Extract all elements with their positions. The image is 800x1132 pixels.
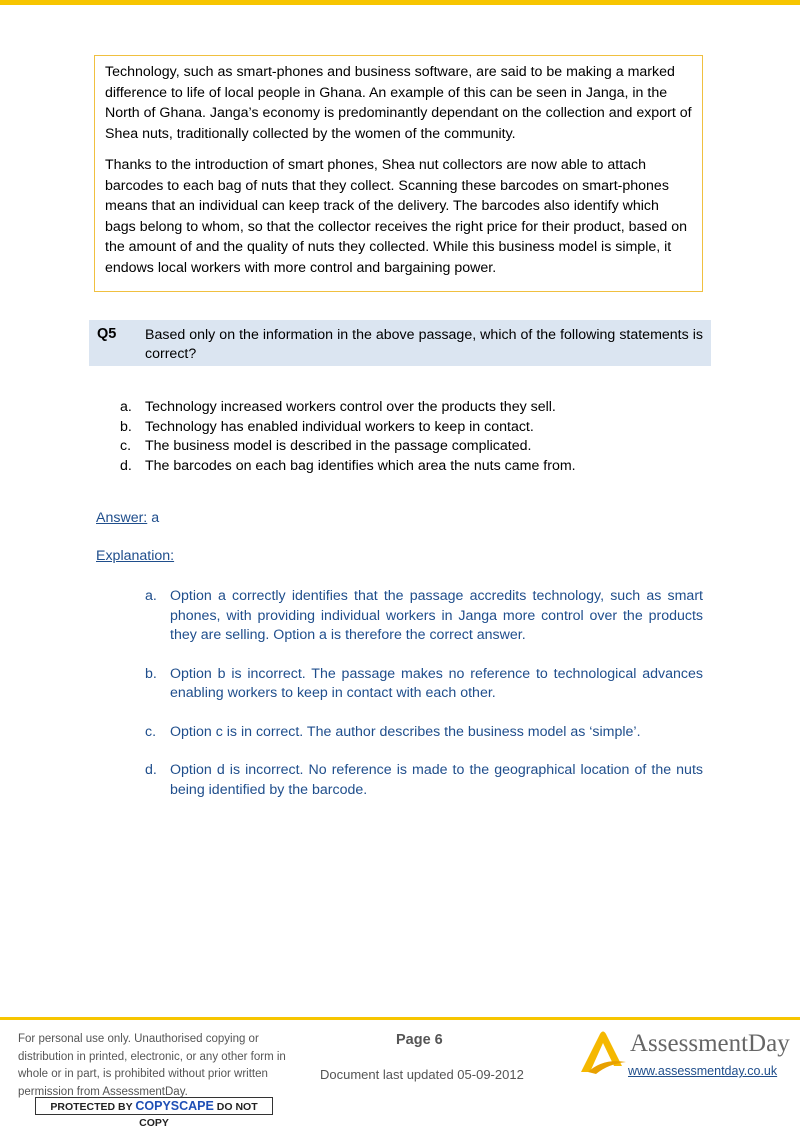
copyscape-badge[interactable] <box>35 1097 273 1129</box>
document-updated: Document last updated 05-09-2012 <box>320 1067 524 1082</box>
explanation-text: Option a correctly identifies that the passage accredits technology, such as smart phones, with providing individual workers in Janga more control over the products they are selling. Option a is therefore the correct answer. <box>170 588 703 643</box>
option-label: d. <box>120 457 132 474</box>
top-accent-bar <box>0 0 800 5</box>
explanation-label: c. <box>145 723 157 740</box>
explanation-list <box>145 587 703 819</box>
page-number: Page 6 <box>396 1032 443 1048</box>
option-b <box>120 418 576 438</box>
assessmentday-logo-icon <box>578 1028 628 1074</box>
option-label: c. <box>120 438 132 454</box>
option-text: Technology increased workers control over the products they sell. <box>145 399 556 415</box>
passage-box <box>94 55 703 292</box>
explanation-text: Option c is in correct. The author describes the business model as ‘simple’. <box>170 723 641 740</box>
explanation-item-d <box>145 761 703 800</box>
explanation-label: a. <box>145 588 157 604</box>
option-label: a. <box>120 399 132 415</box>
explanation-text: Option d is incorrect. No reference is made to the geographical location of the nuts being identified by the barcode. <box>170 762 703 798</box>
explanation-text: Option b is incorrect. The passage makes no reference to technological advances enabling workers to keep in contact with each other. <box>170 665 703 701</box>
option-label: b. <box>120 418 132 435</box>
explanation-label: b. <box>145 665 157 682</box>
answer-value: a <box>147 510 160 526</box>
website-link[interactable]: www.assessmentday.co.uk <box>628 1064 778 1078</box>
explanation-item-a <box>145 587 703 646</box>
copyright-notice: For personal use only. Unauthorised copying or distribution in printed, electronic, or any other form in whole or in part, is prohibited without prior written permission from AssessmentDay. <box>18 1033 286 1098</box>
explanation-item-c <box>145 723 703 743</box>
answer-label: Answer: <box>96 510 148 526</box>
copyscape-brand: COPYSCAPE <box>135 1099 214 1113</box>
copyscape-suffix: DO NOT COPY <box>139 1101 258 1129</box>
brand-name: AssessmentDay <box>630 1030 790 1057</box>
explanation-title: Explanation: <box>96 548 175 564</box>
passage-paragraph-1: Technology, such as smart-phones and business software, are said to be making a marked difference to life of local people in Ghana. An example of this can be seen in Janga, in the North of Ghana. Janga’s economy is predominantly dependant on the collection and export of Shea nuts, traditionally collected by the women of the community. <box>105 64 692 142</box>
explanation-label: d. <box>145 762 157 778</box>
option-c <box>120 437 576 457</box>
answer-line <box>96 510 159 526</box>
answer-options <box>120 398 576 476</box>
question-number: Q5 <box>97 326 117 342</box>
option-text: The barcodes on each bag identifies which area the nuts came from. <box>145 457 576 474</box>
copyscape-prefix: PROTECTED BY <box>50 1101 136 1113</box>
passage-paragraph-2: Thanks to the introduction of smart phones, Shea nut collectors are now able to attach barcodes to each bag of nuts that they collect. Scanning these barcodes on smart-phones means that an individual can keep track of the delivery. The barcodes also identify which bags belong to whom, so that the collector receives the right price for their product, based on the amount of and the quality of nuts they collected. While this business model is simple, it endows local workers with more control and bargaining power. <box>105 157 688 276</box>
option-text: The business model is described in the passage complicated. <box>145 438 532 454</box>
footer-accent-bar <box>0 1017 800 1020</box>
question-header <box>89 320 711 366</box>
option-d <box>120 457 576 477</box>
question-text: Based only on the information in the above passage, which of the following statements is correct? <box>145 327 703 362</box>
explanation-item-b <box>145 665 703 704</box>
option-a <box>120 398 576 418</box>
option-text: Technology has enabled individual workers to keep in contact. <box>145 418 534 435</box>
